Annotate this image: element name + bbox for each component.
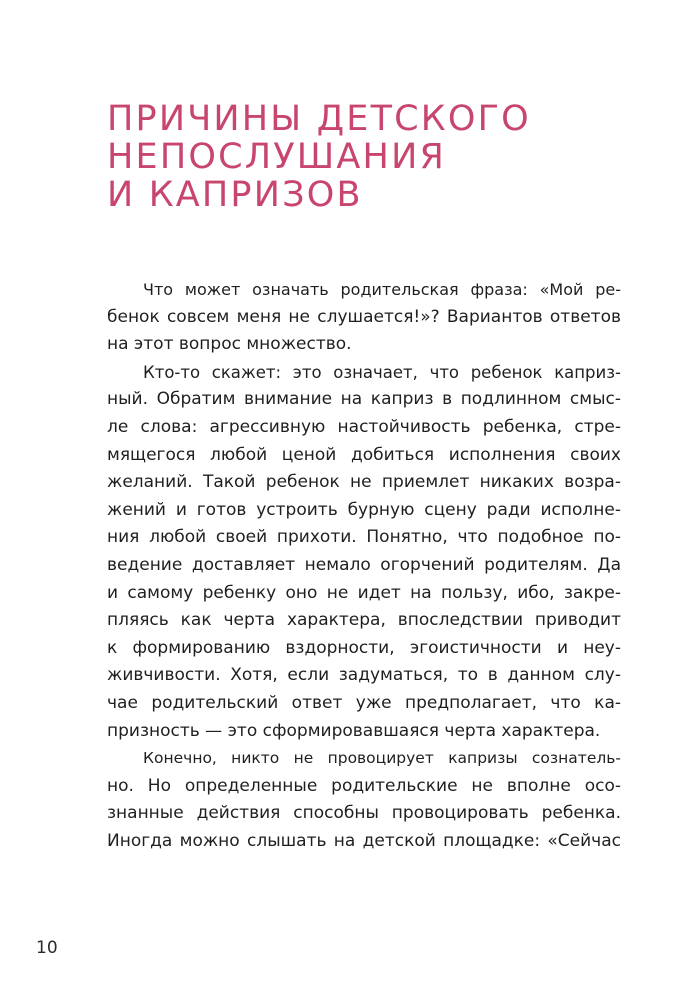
text-line: желаний. Такой ребенок не приемлет никаких возра- <box>107 472 621 493</box>
text-line: к формированию вздорности, эгоистичности и неу- <box>107 637 621 658</box>
chapter-title <box>107 100 627 214</box>
text-line: Кто-то скажет: это означает, что ребенок каприз- <box>143 362 621 382</box>
paragraph-1 <box>107 276 621 359</box>
text-line: и самому ребенку оно не идет на пользу, ибо, закре- <box>107 582 621 603</box>
text-line: призность — это сформировавшаяся черта характера. <box>107 720 601 741</box>
text-line: ведение доставляет немало огорчений родителям. Да <box>107 554 621 575</box>
paragraph-3 <box>107 745 621 855</box>
text-line: чае родительский ответ уже предполагает, что ка- <box>107 692 621 713</box>
text-line: но. Но определенные родительские не вполне осо- <box>107 775 621 796</box>
chapter-title-line: И КАПРИЗОВ <box>107 175 363 215</box>
text-line: бенок совсем меня не слушается!»? Вариантов ответов <box>107 306 621 327</box>
text-line: пляясь как черта характера, впоследствии приводит <box>107 610 621 631</box>
text-line: жений и готов устроить бурную сцену ради исполне- <box>107 499 621 520</box>
text-line: мящегося любой ценой добиться исполнения своих <box>107 444 621 465</box>
paragraph-2 <box>107 359 621 745</box>
body-text <box>107 276 621 855</box>
text-line: ния любой своей прихоти. Понятно, что подобное по- <box>107 527 621 548</box>
text-line: живчивости. Хотя, если задуматься, то в данном слу- <box>107 665 621 686</box>
text-line: на этот вопрос множество. <box>107 334 352 355</box>
chapter-title-line: ПРИЧИНЫ ДЕТСКОГО <box>107 99 531 139</box>
text-line: ле слова: агрессивную настойчивость ребенка, стре- <box>107 416 621 437</box>
page-number: 10 <box>36 938 58 958</box>
chapter-title-line: НЕПОСЛУШАНИЯ <box>107 137 446 177</box>
text-line: Иногда можно слышать на детской площадке: «Сейчас <box>107 830 621 851</box>
text-line: ный. Обратим внимание на каприз в подлинном смыс- <box>107 389 621 410</box>
text-line: знанные действия способны провоцировать ребенка. <box>107 803 621 824</box>
text-line: Что может означать родительская фраза: «Мой ре- <box>143 280 621 299</box>
text-line: Конечно, никто не провоцирует капризы сознатель- <box>143 749 621 768</box>
